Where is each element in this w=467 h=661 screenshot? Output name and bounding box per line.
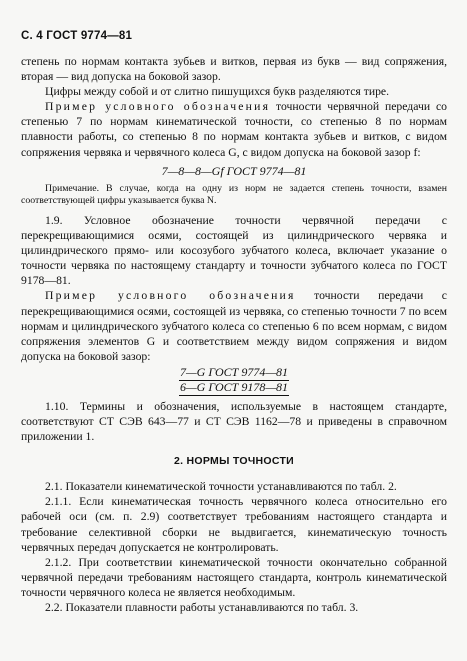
paragraph-example-1 xyxy=(21,99,447,159)
page-header: С. 4 ГОСТ 9774—81 xyxy=(21,30,133,42)
paragraph-2-1: 2.1. Показатели кинематической точности устанавливаются по табл. 2. xyxy=(45,480,397,494)
section-title: 2. НОРМЫ ТОЧНОСТИ xyxy=(173,455,295,468)
paragraph-2-2: 2.2. Показатели плавности работы устанавливаются по табл. 3. xyxy=(45,601,359,614)
fraction-numerator: 7—G ГОСТ 9774—81 xyxy=(179,364,289,379)
paragraph-1-10: 1.10. Термины и обозначения, используемые в настоящем стандарте, соответствуют СТ СЭВ 643—77 и СТ СЭВ 1162—78 и приведены в справочном приложении 1. xyxy=(21,399,447,444)
formula-designation-1: 7—8—8—Gf ГОСТ 9774—81 xyxy=(161,163,307,178)
example-text-1: точности червячной передачи со степенью 7 по нормам кинематической точности, со степенью 8 по нормам плавности работы, со степенью 8 по нормам контакта зубьев и витков, с видом сопряжения червяка и червячного колеса G, с видом допуска на боковой зазор f: xyxy=(21,100,447,159)
paragraph-1-9: 1.9. Условное обозначение точности червячной передачи с перекрещивающимися осями, состоящей из цилиндрического червяка и цилиндрического прямо- или косозубого зубчатого колеса, включает указание о точности червяка по настоящему стандарту и точности зубчатого колеса по ГОСТ 9178—81. xyxy=(21,213,447,288)
example-lead-2: Пример условного обозначения xyxy=(45,289,296,303)
fraction-denominator: 6—G ГОСТ 9178—81 xyxy=(179,379,289,394)
note-paragraph: Примечание. В случае, когда на одну из норм не задается степень точности, взамен соответствующей цифры указывается буква N. xyxy=(21,182,447,207)
paragraph-2-1-2: 2.1.2. При соответствии кинематической точности окончательно собранной червячной передачи требованиям настоящего стандарта, контроль кинематической точности червячного колеса не является необходимым. xyxy=(21,555,447,599)
paragraph-example-2 xyxy=(21,288,447,363)
paragraph-2-1-1: 2.1.1. Если кинематическая точность червячного колеса относительно его рабочей оси (см. п. 2.9) соответствует требованиям настоящего стандарта и требование селективной сборки не выдвигается, кинематическую точность червячных передач допускается не контролировать. xyxy=(21,495,447,554)
document-body xyxy=(21,54,447,615)
formula-fraction xyxy=(179,366,289,396)
paragraph-digits-rule: Цифры между собой и от слитно пишущихся букв разделяются тире. xyxy=(45,85,390,99)
paragraph-continuation: степень по нормам контакта зубьев и витков, первая из букв — вид сопряжения, вторая — вид допуска на боковой зазор. xyxy=(21,55,447,84)
example-lead-1: Пример условного обозначения xyxy=(45,100,271,114)
example-text-2: точности передачи с перекрещивающимися осями, состоящей из червяка, со степенью точности 7 по всем нормам и цилиндрического зубчатого колеса со степенью 6 по всем нормам, с видом сопряжения элементов G и соответствием между видом сопряжения и видом допуска на боковой зазор: xyxy=(21,289,447,363)
